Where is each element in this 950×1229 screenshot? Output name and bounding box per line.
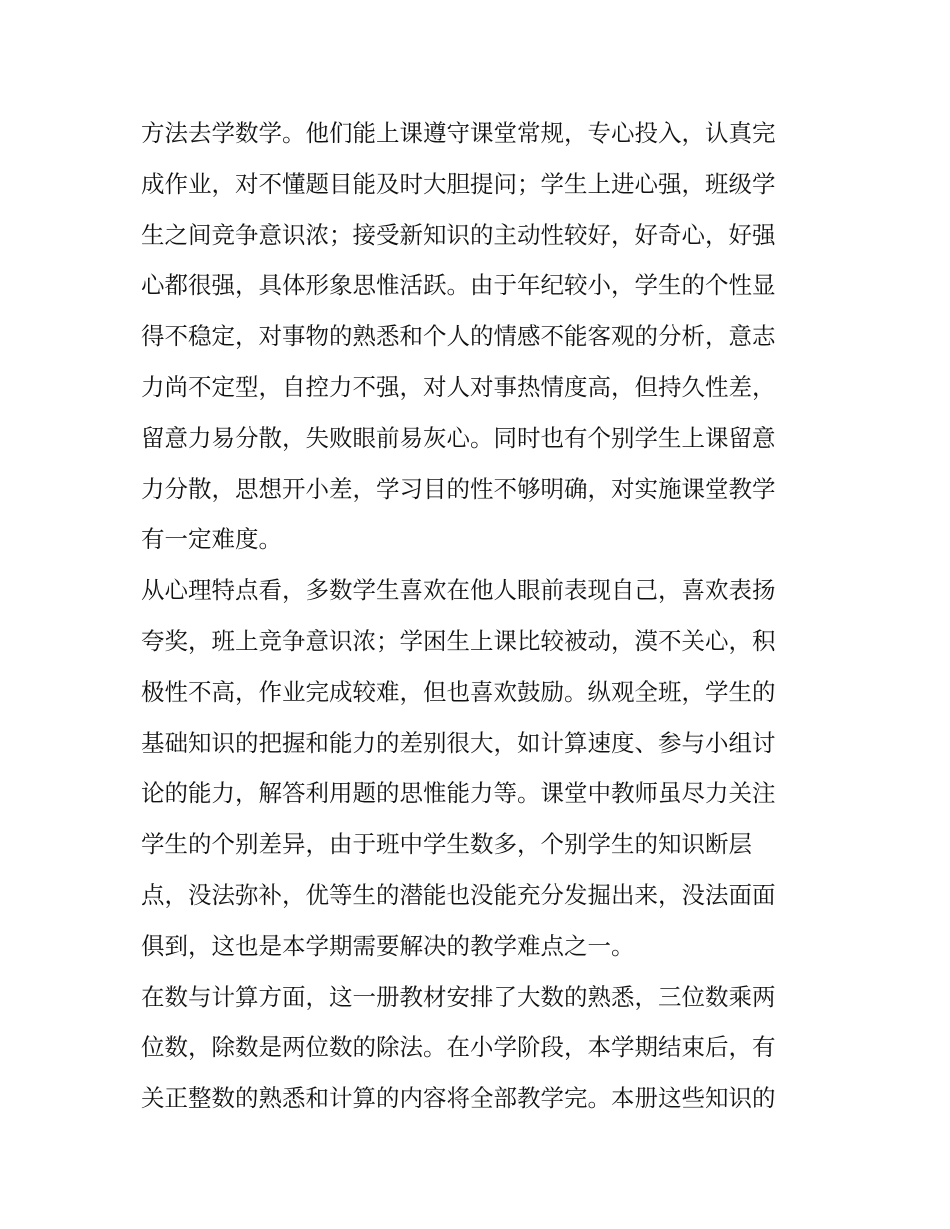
text-line: 俱到，这也是本学期需要解决的教学难点之一。	[141, 931, 635, 960]
text-line: 关正整数的熟悉和计算的内容将全部教学完。本册这些知识的	[141, 1084, 776, 1113]
text-line: 极性不高，作业完成较难，但也喜欢鼓励。纵观全班，学生的	[141, 677, 776, 706]
text-line: 在数与计算方面，这一册教材安排了大数的熟悉，三位数乘两	[141, 982, 776, 1011]
text-line: 基础知识的把握和能力的差别很大，如计算速度、参与小组讨	[141, 728, 776, 757]
text-line: 得不稳定，对事物的熟悉和个人的情感不能客观的分析，意志	[141, 322, 776, 351]
text-line: 力分散，思想开小差，学习目的性不够明确，对实施课堂教学	[141, 474, 776, 503]
text-line: 学生的个别差异，由于班中学生数多，个别学生的知识断层	[141, 830, 752, 859]
text-line: 夸奖，班上竞争意识浓；学困生上课比较被动，漠不关心，积	[141, 626, 776, 655]
text-line: 成作业，对不懂题目能及时大胆提问；学生上进心强，班级学	[141, 169, 776, 198]
text-line: 论的能力，解答利用题的思惟能力等。课堂中教师虽尽力关注	[141, 779, 776, 808]
text-line: 位数，除数是两位数的除法。在小学阶段，本学期结束后，有	[141, 1033, 776, 1062]
text-line: 留意力易分散，失败眼前易灰心。同时也有个别学生上课留意	[141, 423, 776, 452]
body-text	[141, 108, 813, 1124]
text-line: 有一定难度。	[141, 525, 282, 554]
text-line: 点，没法弥补，优等生的潜能也没能充分发掘出来，没法面面	[141, 880, 776, 909]
text-line: 心都很强，具体形象思惟活跃。由于年纪较小，学生的个性显	[141, 271, 776, 300]
text-line: 生之间竞争意识浓；接受新知识的主动性较好，好奇心，好强	[141, 220, 776, 249]
text-line: 方法去学数学。他们能上课遵守课堂常规，专心投入，认真完	[141, 119, 776, 147]
text-line: 从心理特点看，多数学生喜欢在他人眼前表现自己，喜欢表扬	[141, 576, 776, 605]
text-line: 力尚不定型，自控力不强，对人对事热情度高，但持久性差，	[141, 372, 776, 401]
